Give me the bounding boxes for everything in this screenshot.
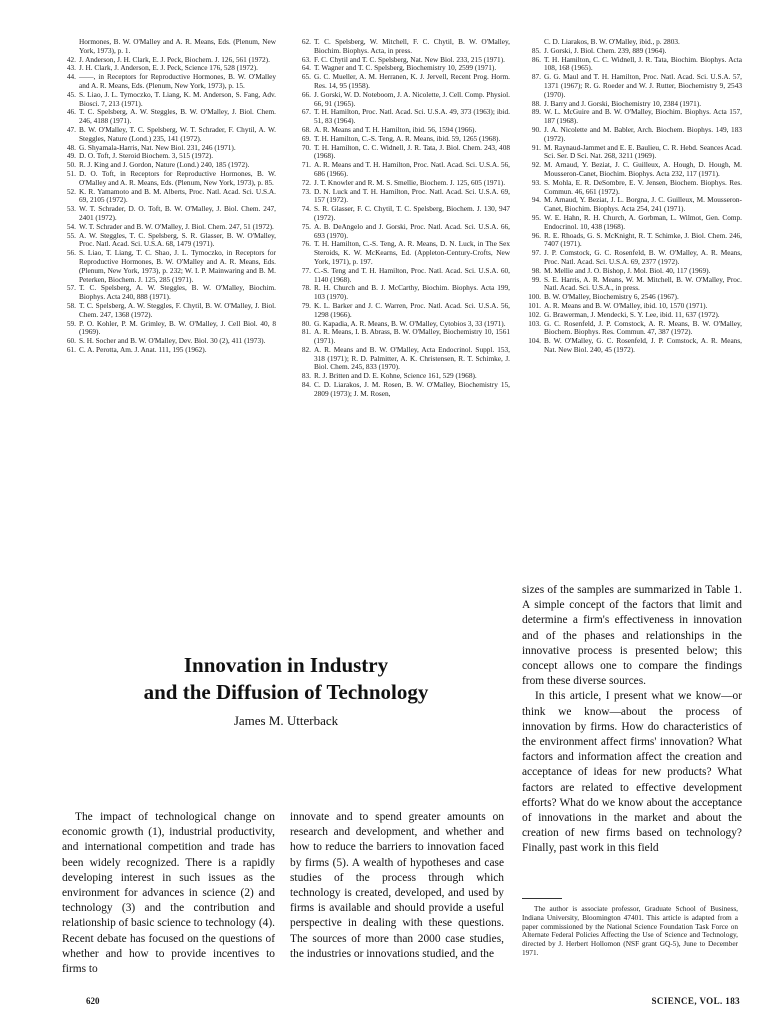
reference-text: G. Shyamala-Harris, Nat. New Biol. 231, 246 (1971). <box>79 142 236 152</box>
body-column-2 <box>290 810 504 962</box>
reference-entry <box>527 249 742 267</box>
reference-entry <box>297 188 510 206</box>
reference-entry <box>297 240 510 266</box>
reference-entry <box>527 56 742 74</box>
article-author: James M. Utterback <box>233 713 339 728</box>
reference-text: A. W. Steggles, T. C. Spelsberg, S. R. Glasser, B. W. O'Malley, Proc. Natl. Acad. Sci. U.S.A. 68, 1479 (1971). <box>79 230 276 249</box>
reference-text: G. C. Rosenfeld, J. P. Comstock, A. R. Means, B. W. O'Malley, Biochem. Biophys. Res. Commun. 47, 387 (1972). <box>544 318 742 337</box>
reference-number: 80. <box>301 318 311 328</box>
reference-text: G. Brawerman, J. Mendecki, S. Y. Lee, ibid. 11, 637 (1972). <box>544 309 720 319</box>
reference-text: W. T. Schrader, D. O. Toft, B. W. O'Malley, J. Biol. Chem. 247, 2401 (1972). <box>79 204 276 222</box>
reference-number: 79. <box>301 300 311 310</box>
reference-number: 74. <box>301 204 311 214</box>
reference-text: K. R. Yamamoto and B. M. Alberts, Proc. Natl. Acad. Sci. U.S.A. 69, 2105 (1972). <box>79 186 276 205</box>
reference-number: 62. <box>301 37 311 46</box>
body-paragraph: sizes of the samples are summarized in Table 1. A simple concept of the factors that limit and determine a firm's effectiveness in innovation and of the phases and relationships in the innovative process is presented below; this concept allows one to compare the findings from these diverse sources. <box>522 584 742 688</box>
reference-text: T. Wagner and T. C. Spelsberg, Biochemistry 10, 2599 (1971). <box>314 63 497 73</box>
reference-number: 72. <box>301 177 311 187</box>
reference-text: G. G. Maul and T. H. Hamilton, Proc. Natl. Acad. Sci. U.S.A. 57, 1371 (1967); R. G. Roeder and W. J. Rutter, Biochemistry 9, 2543 (1970). <box>544 72 742 99</box>
reference-text: W. E. Hahn, R. H. Church, A. Gorbman, L. Wilmot, Gen. Comp. Endocrinol. 10, 438 (1968). <box>544 212 742 231</box>
reference-number: 97. <box>531 248 541 258</box>
reference-entry <box>527 108 742 126</box>
reference-number: 102. <box>528 309 541 319</box>
reference-text: T. C. Spelsberg, W. Mitchell, F. C. Chytil, B. W. O'Malley, Biochim. Biophys. Acta, in press. <box>314 37 510 55</box>
reference-entry <box>62 170 276 188</box>
reference-text: T. H. Hamilton, C.-S. Teng, A. R. Means, ibid. 59, 1265 (1968). <box>314 133 501 143</box>
reference-text: R. H. Church and B. J. McCarthy, Biochim. Biophys. Acta 199, 103 (1970). <box>314 283 510 302</box>
reference-entry <box>527 276 742 294</box>
body-paragraph: In this article, I present what we know—or think we know—about the process of innovation by firms. How do characteristics of the environment affect firms' innovation? What factors and information affect the creation and acceptance of ideas for new products? What factors are related to effective development efforts? What do we know about the acceptance of innovations in the market and about the creation of new firms based on technology? Finally, past work in this field <box>522 690 742 855</box>
reference-text: A. B. DeAngelo and J. Gorski, Proc. Natl. Acad. Sci. U.S.A. 66, 693 (1970). <box>314 221 510 240</box>
reference-text: T. H. Hamilton, C. C. Widnell, J. R. Tata, Biochim. Biophys. Acta 108, 168 (1965). <box>544 54 742 73</box>
reference-text: J. T. Knowler and R. M. S. Smellie, Biochem. J. 125, 605 (1971). <box>314 177 506 187</box>
reference-entry <box>62 346 276 355</box>
journal-reference: SCIENCE, VOL. 183 <box>651 996 740 1006</box>
page-number: 620 <box>86 996 100 1006</box>
reference-text: K. L. Barker and J. C. Warren, Proc. Natl. Acad. Sci. U.S.A. 56, 1298 (1966). <box>314 300 510 319</box>
reference-text: J. H. Clark, J. Anderson, E. J. Peck, Science 176, 528 (1972). <box>79 63 258 73</box>
reference-text: T. C. Spelsberg, A. W. Steggles, B. W. O'Malley, J. Biol. Chem. 246, 4188 (1971). <box>79 107 276 126</box>
reference-number: 101. <box>528 300 541 310</box>
reference-text: P. O. Kohler, P. M. Grimley, B. W. O'Malley, J. Cell Biol. 40, 8 (1969). <box>79 318 276 337</box>
article-title-line-1: Innovation in Industry <box>183 653 389 677</box>
reference-entry <box>297 91 510 109</box>
reference-entry <box>527 232 742 250</box>
reference-number: 82. <box>301 344 311 354</box>
reference-number: 86. <box>531 54 541 64</box>
reference-entry <box>62 91 276 109</box>
reference-entry <box>527 73 742 99</box>
reference-text: J. Barry and J. Gorski, Biochemistry 10, 2384 (1971). <box>544 98 702 108</box>
reference-text: J. Gorski, W. D. Noteboom, J. A. Nicolette, J. Cell. Comp. Physiol. 66, 91 (1965). <box>314 89 511 108</box>
reference-number: 103. <box>528 318 541 328</box>
reference-number: 55. <box>66 230 76 240</box>
article-title-line-2: and the Diffusion of Technology <box>143 680 429 704</box>
reference-entry <box>297 346 510 372</box>
reference-entry <box>297 38 510 56</box>
reference-number: 91. <box>531 142 541 152</box>
reference-entry <box>297 284 510 302</box>
reference-number: 69. <box>301 133 311 143</box>
references-column-1 <box>62 38 276 355</box>
article-title <box>62 652 510 706</box>
reference-number: 49. <box>66 151 76 161</box>
reference-text: C. D. Liarakos, J. M. Rosen, B. W. O'Malley, Biochemistry 15, 2809 (1973); J. M. Rosen, <box>314 380 510 398</box>
reference-entry <box>62 302 276 320</box>
reference-entry <box>297 302 510 320</box>
reference-entry <box>297 144 510 162</box>
footnote-divider <box>522 898 562 899</box>
author-affiliation-note: The author is associate professor, Graduate School of Business, Indiana University, Bloomington 47401. This article is adapted from a paper commissioned by the National Science Foundation Task Force on Alternate Federal Policies Affecting the Use of Science and Technology, directed by J. Herbert Hollomon (NSF grant GQ-5), June to December 1971. <box>522 904 738 957</box>
reference-text: W. T. Schrader and B. W. O'Malley, J. Biol. Chem. 247, 51 (1972). <box>79 221 274 231</box>
reference-entry <box>527 144 742 162</box>
reference-entry <box>297 223 510 241</box>
reference-number: 87. <box>531 72 541 82</box>
reference-entry <box>527 196 742 214</box>
reference-entry <box>297 108 510 126</box>
body-column-3 <box>522 583 742 857</box>
reference-entry <box>297 161 510 179</box>
reference-number: 54. <box>66 221 76 231</box>
reference-entry <box>527 126 742 144</box>
reference-entry <box>62 249 276 284</box>
reference-entry <box>62 108 276 126</box>
reference-text: T. H. Hamilton, C.-S. Teng, A. R. Means, D. N. Luck, in The Sex Steroids, K. W. McKearns, Ed. (Appleton-Century-Crofts, New York, 1971), p. 197. <box>314 239 510 266</box>
reference-text: D. O. Toft, in Receptors for Reproductive Hormones, B. W. O'Malley and A. R. Means, Eds. (Plenum, New York, 1973), p. 85. <box>79 168 276 187</box>
reference-number: 96. <box>531 230 541 240</box>
reference-number: 70. <box>301 142 311 152</box>
reference-number: 76. <box>301 239 311 249</box>
reference-text: S. R. Glasser, F. C. Chytil, T. C. Spelsberg, Biochem. J. 130, 947 (1972). <box>314 204 510 222</box>
reference-text: G. Kapadia, A. R. Means, B. W. O'Malley, Cytobios 3, 33 (1971). <box>314 318 506 328</box>
reference-text: ——, in Receptors for Reproductive Hormones, B. W. O'Malley and A. R. Means, Eds. (Plenum, New York, 1973), p. 15. <box>79 72 276 90</box>
reference-text: G. C. Mueller, A. M. Herranen, K. J. Jervell, Recent Prog. Horm. Res. 14, 95 (1958). <box>314 72 510 90</box>
reference-number: 58. <box>66 300 76 310</box>
reference-text: J. P. Comstock, G. C. Rosenfeld, B. W. O'Malley, A. R. Means, Proc. Natl. Acad. Sci. U.S.A. 69, 2377 (1972). <box>544 248 742 266</box>
reference-text: S. Mohla, E. R. DeSombre, E. V. Jensen, Biochem. Biophys. Res. Commun. 46, 661 (1972). <box>544 177 742 196</box>
reference-number: 94. <box>531 195 541 205</box>
reference-number: 83. <box>301 371 311 381</box>
reference-number: 65. <box>301 72 311 82</box>
reference-text: M. Raynaud-Jammet and E. E. Baulieu, C. R. Hebd. Seances Acad. Sci. Ser. D Sci. Nat. 268, 3211 (1969). <box>544 142 742 161</box>
reference-number: 84. <box>301 380 311 390</box>
reference-number: 60. <box>66 336 76 346</box>
reference-text: D. O. Toft, J. Steroid Biochem. 3, 515 (1972). <box>79 151 214 161</box>
reference-number: 63. <box>301 54 311 64</box>
reference-entry <box>62 232 276 250</box>
reference-entry <box>527 161 742 179</box>
reference-number: 56. <box>66 248 76 258</box>
reference-text: T. C. Spelsberg, A. W. Steggles, B. W. O'Malley, Biochim. Biophys. Acta 240, 888 (1971). <box>79 283 276 302</box>
reference-entry <box>527 320 742 338</box>
reference-number: 71. <box>301 160 311 170</box>
body-paragraph: The impact of technological change on economic growth (1), industrial productivity, and international competition and trade has been widely recognized. There is a rapidly developing interest in such issues as the environment for advances in science (2) and technology (3) and the contribution and relationship of basic science to technology (4). Recent debate has focused on the questions of whether and how to provide incentives to firms to <box>62 811 275 976</box>
reference-text: S. Liao, J. L. Tymoczko, T. Liang, K. M. Anderson, S. Fang, Adv. Biosci. 7, 213 (1971). <box>79 89 276 108</box>
reference-entry <box>62 284 276 302</box>
reference-text: A. R. Means, I. B. Abrass, B. W. O'Malley, Biochemistry 10, 1561 (1971). <box>314 327 510 346</box>
reference-entry <box>62 73 276 91</box>
reference-number: 100. <box>528 292 541 302</box>
reference-number: 93. <box>531 177 541 187</box>
reference-text: F. C. Chytil and T. C. Spelsberg, Nat. New Biol. 233, 215 (1971). <box>314 54 505 64</box>
reference-number: 46. <box>66 107 76 117</box>
reference-text: W. L. McGuire and B. W. O'Malley, Biochim. Biophys. Acta 157, 187 (1968). <box>544 107 742 126</box>
reference-entry <box>297 381 510 399</box>
reference-text: S. H. Socher and B. W. O'Malley, Dev. Biol. 30 (2), 411 (1973). <box>79 336 266 346</box>
references-column-3 <box>527 38 742 355</box>
reference-text: B. W. O'Malley, Biochemistry 6, 2546 (1967). <box>544 292 679 302</box>
reference-text: R. E. Rhoads, G. S. McKnight, R. T. Schimke, J. Biol. Chem. 246, 7407 (1971). <box>544 230 742 249</box>
reference-number: 50. <box>66 160 76 170</box>
reference-text: J. A. Nicolette and M. Babler, Arch. Biochem. Biophys. 149, 183 (1972). <box>544 124 742 143</box>
reference-number: 95. <box>531 212 541 222</box>
reference-number: 98. <box>531 265 541 275</box>
reference-text: A. R. Means and T. H. Hamilton, ibid. 56, 1594 (1966). <box>314 124 477 134</box>
reference-text: C. A. Perotta, Am. J. Anat. 111, 195 (1962). <box>79 344 207 354</box>
reference-entry <box>62 38 276 56</box>
reference-number: 43. <box>66 63 76 73</box>
reference-entry <box>527 179 742 197</box>
reference-entry <box>527 337 742 355</box>
reference-number: 64. <box>301 63 311 73</box>
reference-text: A. R. Means and T. H. Hamilton, Proc. Natl. Acad. Sci. U.S.A. 56, 686 (1966). <box>314 160 510 178</box>
reference-text: R. J. King and J. Gordon, Nature (Lond.) 240, 185 (1972). <box>79 160 250 170</box>
reference-text: Hormones, B. W. O'Malley and A. R. Means, Eds. (Plenum, New York, 1973), p. 1. <box>79 37 276 55</box>
reference-number: 99. <box>531 274 541 284</box>
reference-text: T. C. Spelsberg, A. W. Steggles, F. Chytil, B. W. O'Malley, J. Biol. Chem. 247, 1368 (1972). <box>79 300 276 319</box>
reference-number: 45. <box>66 89 76 99</box>
reference-number: 59. <box>66 318 76 328</box>
reference-text: M. Mellie and J. O. Bishop, J. Mol. Biol. 40, 117 (1969). <box>544 265 711 275</box>
reference-text: R. J. Britten and D. E. Kohne, Science 161, 529 (1968). <box>314 371 477 381</box>
reference-number: 92. <box>531 160 541 170</box>
reference-number: 90. <box>531 124 541 134</box>
reference-text: D. N. Luck and T. H. Hamilton, Proc. Natl. Acad. Sci. U.S.A. 69, 157 (1972). <box>314 186 510 205</box>
reference-entry <box>62 188 276 206</box>
reference-number: 104. <box>528 336 541 346</box>
reference-number: 78. <box>301 283 311 293</box>
reference-text: A. R. Means and B. W. O'Malley, ibid. 10, 1570 (1971). <box>544 300 708 310</box>
reference-number: 48. <box>66 142 76 152</box>
reference-entry <box>62 126 276 144</box>
body-paragraph: innovate and to spend greater amounts on research and development, and whether and how to reduce the barriers to innovation faced by firms (5). A wealth of hypotheses and case studies of the process through which technology is created, developed, and used by firms is available and should provide a useful perspective in dealing with these questions. The sources of more than 2000 case studies, the industries or innovations studied, and the <box>290 811 504 960</box>
reference-number: 85. <box>531 45 541 55</box>
reference-number: 51. <box>66 168 76 178</box>
reference-number: 77. <box>301 265 311 275</box>
reference-number: 67. <box>301 107 311 117</box>
reference-number: 44. <box>66 72 76 82</box>
reference-number: 75. <box>301 221 311 231</box>
reference-text: B. W. O'Malley, G. C. Rosenfeld, J. P. Comstock, A. R. Means, Nat. New Biol. 240, 45 (1972). <box>544 336 742 354</box>
reference-text: S. E. Harris, A. R. Means, W. M. Mitchell, B. W. O'Malley, Proc. Natl. Acad. Sci. U.S.A., in press. <box>544 274 742 293</box>
body-column-1 <box>62 810 275 977</box>
reference-entry <box>297 328 510 346</box>
reference-entry <box>297 73 510 91</box>
reference-entry <box>297 267 510 285</box>
reference-number: 89. <box>531 107 541 117</box>
reference-text: B. W. O'Malley, T. C. Spelsberg, W. T. Schrader, F. Chytil, A. W. Steggles, Nature (Lond.) 235, 141 (1972). <box>79 124 276 143</box>
reference-text: J. Gorski, J. Biol. Chem. 239, 889 (1964). <box>544 45 667 55</box>
reference-number: 66. <box>301 89 311 99</box>
reference-text: S. Liao, T. Liang, T. C. Shao, J. L. Tymoczko, in Receptors for Reproductive Hormones, B. W. O'Malley and A. R. Means, Eds. (Plenum, New York, 1973), p. 232; W. I. P. Mainwaring and B. M. Peterken, Biochem. J. 125, 285 (1971). <box>79 248 276 284</box>
reference-number: 42. <box>66 54 76 64</box>
reference-number: 88. <box>531 98 541 108</box>
reference-text: T. H. Hamilton, Proc. Natl. Acad. Sci. U.S.A. 49, 373 (1963); ibid. 51, 83 (1964). <box>314 107 510 126</box>
reference-entry <box>62 205 276 223</box>
reference-number: 81. <box>301 327 311 337</box>
reference-entry <box>297 205 510 223</box>
references-column-2 <box>297 38 510 399</box>
reference-number: 68. <box>301 124 311 134</box>
reference-entry <box>527 214 742 232</box>
reference-text: T. H. Hamilton, C. C. Widnell, J. R. Tata, J. Biol. Chem. 243, 408 (1968). <box>314 142 510 161</box>
reference-number: 47. <box>66 124 76 134</box>
reference-entry <box>62 320 276 338</box>
reference-continuation: C. D. Liarakos, B. W. O'Malley, ibid., p. 2803. <box>544 37 680 46</box>
reference-number: 73. <box>301 186 311 196</box>
reference-text: C.-S. Teng and T. H. Hamilton, Proc. Natl. Acad. Sci. U.S.A. 60, 1140 (1968). <box>314 265 510 284</box>
reference-text: J. Anderson, J. H. Clark, E. J. Peck, Biochem. J. 126, 561 (1972). <box>79 54 270 64</box>
reference-text: M. Arnaud, Y. Beziat, J. C. Guilleux, A. Hough, D. Hough, M. Mousseron-Canet, Biochim. Biophys. Acta 232, 117 (1971). <box>544 160 742 178</box>
reference-text: A. R. Means and B. W. O'Malley, Acta Endocrinol. Suppl. 153, 318 (1971); R. D. Palmitter, A. K. Christensen, R. T. Schimke, J. Biol. Chem. 245, 833 (1970). <box>314 344 510 372</box>
reference-text: M. Arnaud, Y. Beziat, J. L. Borgna, J. C. Guilleux, M. Mousseron-Canet, Biochim. Biophys. Acta 254, 241 (1971). <box>544 195 742 214</box>
reference-number: 57. <box>66 283 76 293</box>
reference-number: 53. <box>66 204 76 214</box>
reference-number: 52. <box>66 186 76 196</box>
reference-number: 61. <box>66 344 76 354</box>
